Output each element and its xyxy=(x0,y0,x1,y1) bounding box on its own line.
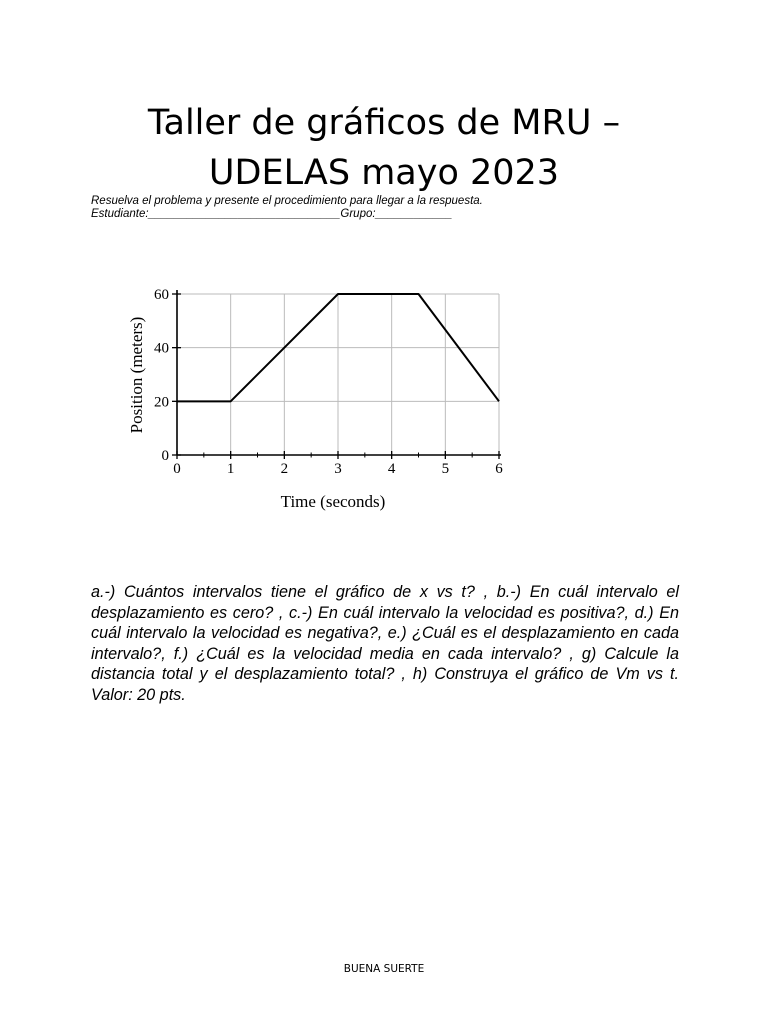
x-tick-label: 2 xyxy=(280,461,289,477)
student-group-line: Estudiante:______________________________Grupo:____________ xyxy=(91,208,453,220)
x-tick-label: 0 xyxy=(173,461,181,477)
footer-text: BUENA SUERTE xyxy=(343,963,425,975)
document-title xyxy=(0,98,768,198)
grid-layer xyxy=(177,294,499,455)
instruction-text: Resuelva el problema y presente el procedimiento para llegar a la respuesta. xyxy=(91,195,483,207)
chart-svg xyxy=(112,270,522,520)
question-text: a.-) Cuántos intervalos tiene el gráfico de x vs t? , b.-) En cuál intervalo el desplazamiento es cero? , c.-) En cuál intervalo la velocidad es positiva?, d.) En cuál intervalo la velocidad es negativa?, e.) ¿Cuál es el desplazamiento en cada intervalo?, f.) ¿Cuál es la velocidad media en cada intervalo? , g) Calcule la distancia total y el desplazamiento total? , h) Construya el gráfico de Vm vs t. Valor: 20 pts. xyxy=(91,583,679,704)
y-tick-label: 60 xyxy=(154,287,169,303)
axis-layer xyxy=(172,290,501,459)
position-time-chart xyxy=(112,270,522,520)
title-line-2: UDELAS mayo 2023 xyxy=(208,153,560,193)
x-tick-label: 3 xyxy=(334,461,342,477)
x-tick-label: 6 xyxy=(495,461,503,477)
title-line-1: Taller de gráficos de MRU – xyxy=(147,103,621,143)
instructions-block xyxy=(91,195,691,221)
y-tick-label: 0 xyxy=(161,448,169,464)
x-tick-label: 5 xyxy=(441,461,450,477)
x-tick-label: 1 xyxy=(226,461,235,477)
x-tick-label: 4 xyxy=(387,461,396,477)
y-tick-label: 20 xyxy=(154,394,169,411)
y-tick-label: 40 xyxy=(154,340,169,357)
label-layer xyxy=(127,287,503,511)
x-axis-label: Time (seconds) xyxy=(280,492,386,511)
y-axis-label: Position (meters) xyxy=(127,316,146,434)
